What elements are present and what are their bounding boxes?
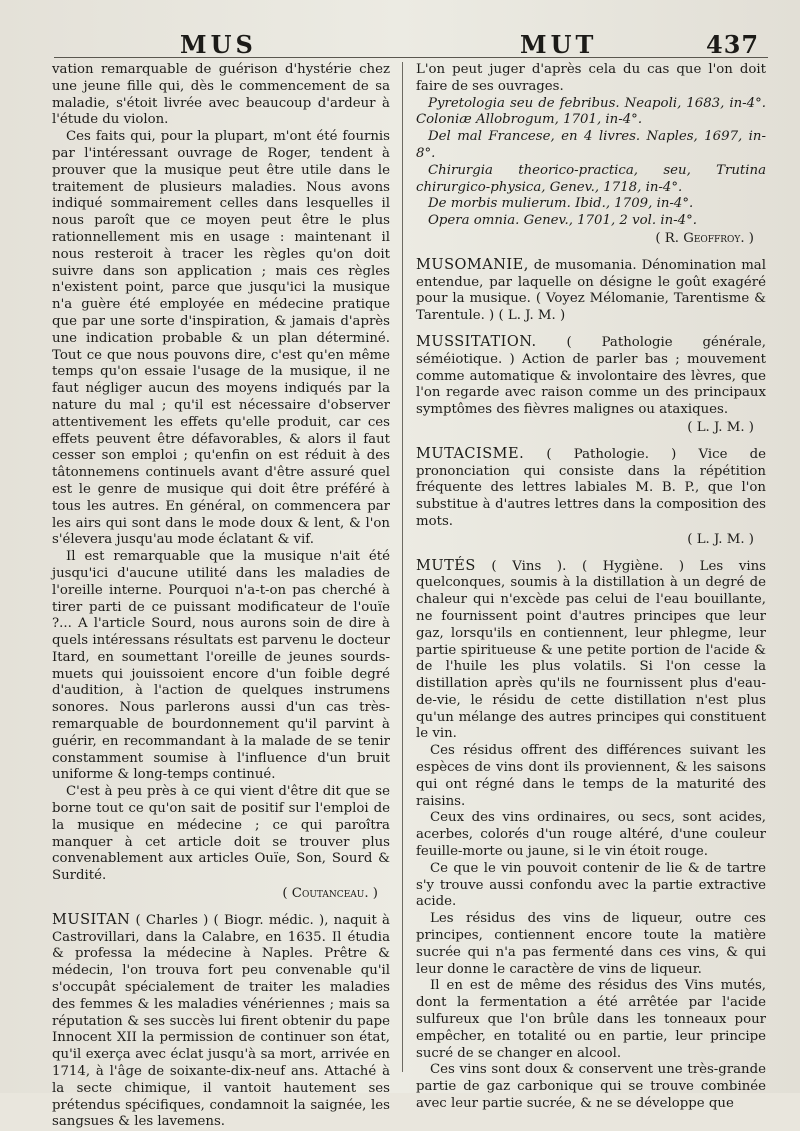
paragraph: vation remarquable de guérison d'hystérie chez une jeune fille qui, dès le commencement de sa maladie, s'étoit livrée avec beaucoup d'ardeur à l'étude du violon. bbox=[52, 62, 390, 128]
entry-headword: MUTÉS bbox=[416, 557, 476, 574]
bibliography-item bbox=[416, 163, 766, 197]
bibliography-text: Chirurgia theorico-practica, seu, Trutina chirurgico-physica, Genev., 1718, in-4°. bbox=[416, 162, 766, 195]
header-center-word: MUT bbox=[520, 30, 598, 59]
paragraph: L'on peut juger d'après cela du cas que l'on doit faire de ses ouvrages. bbox=[416, 62, 766, 94]
bibliography-text: Opera omnia. Genev., 1701, 2 vol. in-4°. bbox=[428, 213, 697, 229]
paragraph: Ces résidus offrent des différences suivant les espèces de vins dont ils proviennent, & les saisons qui ont régné dans le temps de la maturité des raisins. bbox=[416, 743, 766, 809]
author-signature: ( L. J. M. ) bbox=[687, 531, 754, 547]
page-number: 437 bbox=[706, 30, 760, 59]
entry-text: ( Vins ). ( Hygiène. ) Les vins quelconques, soumis à la distillation à un degré de chaleur qui n'excède pas celui de l'eau bouillante, ne fournissent point d'autres principes que leur gaz, lorsqu'ils en contiennent, leur phlegme, leur partie spiritueuse & une petite portion de l'acide & de l'huile les plus volatils. Si l'on cesse la distillation après qu'ils ne fournissent plus d'eau-de-vie, le résidu de cette distillation n'est plus qu'un mélange des autres principes qui constituent le vin. bbox=[416, 558, 766, 742]
entry-mutacisme bbox=[416, 446, 766, 531]
paragraph: C'est à peu près à ce qui vient d'être dit que se borne tout ce qu'on sait de positif sur l'emploi de la musique en médecine ; ce qui paroîtra manquer à cet article doit se trouver plus convenablement aux articles Ouïe, Son, Sourd & Surdité. bbox=[52, 784, 390, 884]
entry-text: ( Charles ) ( Biogr. médic. ), naquit à Castrovillari, dans la Calabre, en 1635. Il étudia & professa la médecine à Naples. Prêtre & médecin, l'on trouva fort peu convenable qu'il s'occupât spécialement de traiter les maladies des femmes & les maladies vénériennes ; mais sa réputation & ses succès lui firent obtenir du pape Innocent XII la permission de continuer son état, qu'il exerça avec éclat jusqu'à sa mort, arrivée en 1714, à l'âge de soixante-dix-neuf ans. Attaché à la secte chimique, il vantoit hautement ses prétendus spécifiques, condamnoit la saignée, les sangsues & les lavemens. bbox=[52, 912, 390, 1130]
paragraph: Il en est de même des résidus des Vins mutés, dont la fermentation a été arrêtée par l'acide sulfureux que l'on brûle dans les tonneaux pour empêcher, en totalité ou en partie, leur principe sucré de se changer en alcool. bbox=[416, 978, 766, 1061]
column-divider bbox=[402, 62, 403, 1072]
paragraph: Ces faits qui, pour la plupart, m'ont été fournis par l'intéressant ouvrage de Roger, tendent à prouver que la musique peut être utile dans le traitement de plusieurs maladies. Nous avons indiqué sommairement celles dans lesquelles il nous paroît que ce moyen peut être le plus rationnellement mis en usage : maintenant il nous resteroit à tracer les règles qu'on doit suivre dans son application ; mais ces règles n'existent point, parce que jusqu'ici la musique n'a guère été employée en médecine pratique que par une sorte d'inspiration, & jamais d'après une indication probable & un plan déterminé. Tout ce que nous pouvons dire, c'est qu'en même temps qu'on essaie l'usage de la musique, il ne faut négliger aucun des moyens indiqués par la nature du mal ; qu'il est nécessaire d'observer attentivement les effets qu'elle produit, car ces effets peuvent être défavorables, & alors il faut cesser son emploi ; qu'enfin on est réduit à des tâtonnemens continuels avant d'être assuré quel est le genre de musique qui doit être préféré à tous les autres. En général, on commencera par les airs qui sont dans le mode doux & lent, & l'on s'élevera jusqu'au mode éclatant & vif. bbox=[52, 129, 390, 548]
paragraph: Ces vins sont doux & conservent une très-grande partie de gaz carbonique qui se trouve combinée avec leur partie sucrée, & ne se développe que bbox=[416, 1062, 766, 1112]
paragraph: Ce que le vin pouvoit contenir de lie & de tartre s'y trouve aussi confondu avec la partie extractive acide. bbox=[416, 860, 766, 910]
bibliography-item bbox=[416, 196, 766, 213]
author-signature: ( L. J. M. ) bbox=[687, 419, 754, 435]
entry-text: ( Pathologie générale, séméiotique. ) Action de parler bas ; mouvement comme automatique & involontaire des lèvres, que l'on regarde avec raison comme un des principaux symptômes des fièvres malignes ou ataxiques. bbox=[416, 334, 766, 418]
author-signature: ( Coutanceau. ) bbox=[282, 886, 378, 902]
header-rule bbox=[54, 57, 768, 58]
left-column bbox=[52, 62, 390, 1130]
entry-text: de musomania. Dénomination mal entendue, par laquelle on désigne le goût exagéré pour la musique. ( Voyez Mélomanie, Tarentisme & Tarentule. ) ( L. J. M. ) bbox=[416, 257, 766, 324]
header-left-word: MUS bbox=[180, 30, 257, 59]
paragraph: Ceux des vins ordinaires, ou secs, sont acides, acerbes, colorés d'un rouge altéré, d'une couleur feuille-morte ou jaune, si le vin étoit rouge. bbox=[416, 810, 766, 860]
entry-headword: MUSSITATION. bbox=[416, 333, 537, 350]
paragraph: Les résidus des vins de liqueur, outre ces principes, contiennent encore toute la matière sucrée qui n'a pas fermenté dans ces vins, & qui leur donne le caractère de vins de liqueur. bbox=[416, 911, 766, 977]
bibliography-text: De morbis mulierum. Ibid., 1709, in-4°. bbox=[428, 196, 694, 212]
entry-text: ( Pathologie. ) Vice de prononciation qui consiste dans la répétition fréquente des lettres labiales M. B. P., que l'on substitue à d'autres lettres dans la composition des mots. bbox=[416, 446, 766, 529]
bibliography-text: Del mal Francese, en 4 livres. Naples, 1697, in-8°. bbox=[416, 129, 766, 161]
bibliography-item bbox=[416, 129, 766, 163]
entry-headword: MUTACISME. bbox=[416, 445, 525, 462]
bibliography-item bbox=[416, 96, 766, 130]
bibliography-text: Pyretologia seu de febribus. Neapoli, 1683, in-4°. Coloniæ Allobrogum, 1701, in-4°. bbox=[416, 95, 766, 128]
right-column bbox=[416, 62, 766, 1112]
entry-mutes bbox=[416, 558, 766, 744]
entry-headword: MUSOMANIE, bbox=[416, 256, 529, 273]
entry-musitan bbox=[52, 912, 390, 1131]
bibliography-item bbox=[416, 213, 766, 230]
entry-musomanie bbox=[416, 257, 766, 325]
entry-headword: MUSITAN bbox=[52, 911, 131, 928]
author-signature: ( R. Geoffroy. ) bbox=[655, 230, 754, 246]
entry-mussitation bbox=[416, 334, 766, 419]
paragraph: Il est remarquable que la musique n'ait été jusqu'ici d'aucune utilité dans les maladies de l'oreille interne. Pourquoi n'a-t-on pas cherché à tirer parti de ce puissant modificateur de l'ouïe ?... A l'article Sourd, nous aurons soin de dire à quels intéressans résultats est parvenu le docteur Itard, en soumettant l'oreille de jeunes sourds-muets qui jouissoient encore d'un foible degré d'audition, à l'action de quelques instrumens sonores. Nous parlerons aussi d'un cas très-remarquable de bourdonnement qu'il parvint à guérir, en recommandant à la malade de se tenir constamment soumise à l'influence d'un bruit uniforme & long-temps continué. bbox=[52, 549, 390, 783]
